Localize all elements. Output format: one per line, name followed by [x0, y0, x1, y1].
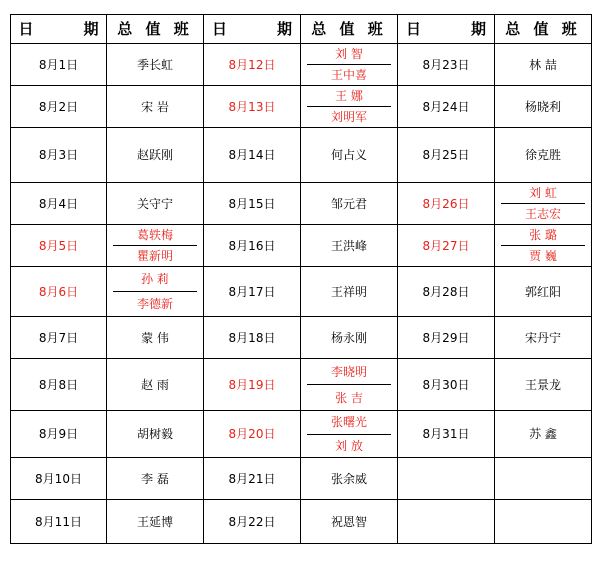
- duty-cell: [301, 128, 398, 183]
- duty-roster-table: [10, 14, 592, 544]
- date-cell: 8月28日: [398, 267, 495, 317]
- duty-cell: [107, 267, 204, 317]
- date-cell: 8月6日: [11, 267, 107, 317]
- duty-name: 瞿新明: [136, 249, 173, 263]
- date-cell: 8月2日: [11, 86, 107, 128]
- duty-name: 郭红阳: [524, 284, 561, 299]
- duty-cell: [301, 183, 398, 225]
- duty-cell: [107, 359, 204, 411]
- date-cell: 8月19日: [204, 359, 301, 411]
- duty-name: 张余威: [330, 471, 367, 486]
- duty-cell: [301, 317, 398, 359]
- date-cell: [398, 458, 495, 500]
- duty-cell: [495, 44, 592, 86]
- date-cell: 8月24日: [398, 86, 495, 128]
- duty-name: 李 磊: [141, 471, 169, 486]
- date-cell: 8月21日: [204, 458, 301, 500]
- date-cell: 8月30日: [398, 359, 495, 411]
- duty-name: 贾 巍: [529, 249, 557, 263]
- table-row: [11, 359, 592, 411]
- date-cell: 8月15日: [204, 183, 301, 225]
- date-cell: [398, 500, 495, 544]
- duty-cell: [107, 128, 204, 183]
- duty-name: 胡树毅: [136, 427, 173, 441]
- duty-cell: [301, 267, 398, 317]
- duty-cell: [495, 359, 592, 411]
- date-cell: 8月9日: [11, 411, 107, 458]
- duty-cell: [301, 225, 398, 267]
- duty-name: 赵跃刚: [136, 148, 173, 162]
- duty-cell: [495, 500, 592, 544]
- date-cell: 8月7日: [11, 317, 107, 359]
- date-cell: 8月8日: [11, 359, 107, 411]
- duty-cell: [107, 458, 204, 500]
- date-cell: 8月29日: [398, 317, 495, 359]
- date-cell: 8月14日: [204, 128, 301, 183]
- duty-cell: [301, 44, 398, 86]
- duty-name: 王 娜: [307, 86, 391, 107]
- date-cell: 8月5日: [11, 225, 107, 267]
- duty-name: 季长虹: [136, 57, 173, 72]
- duty-name: 王景龙: [524, 377, 561, 392]
- duty-name: 关守宁: [136, 196, 173, 211]
- date-cell: 8月10日: [11, 458, 107, 500]
- duty-name: 蒙 伟: [141, 330, 169, 345]
- duty-name: 徐克胜: [524, 148, 561, 162]
- duty-name: 宋丹宁: [524, 330, 561, 345]
- duty-name: 杨晓利: [524, 99, 561, 114]
- duty-name: 孙 莉: [113, 267, 197, 292]
- date-cell: 8月23日: [398, 44, 495, 86]
- date-cell: 8月31日: [398, 411, 495, 458]
- duty-name: 张 吉: [335, 390, 363, 405]
- header-row: [11, 15, 592, 44]
- duty-cell: [495, 317, 592, 359]
- table-row: [11, 458, 592, 500]
- duty-name: 杨永刚: [330, 330, 367, 345]
- duty-cell: [301, 411, 398, 458]
- duty-name: 张曙光: [307, 411, 391, 435]
- date-cell: 8月26日: [398, 183, 495, 225]
- duty-name: 邹元君: [330, 196, 367, 211]
- duty-name: 刘 虹: [501, 183, 585, 204]
- date-cell: 8月4日: [11, 183, 107, 225]
- duty-cell: [301, 359, 398, 411]
- table-row: [11, 86, 592, 128]
- date-cell: 8月16日: [204, 225, 301, 267]
- duty-name: 葛轶梅: [113, 225, 197, 246]
- duty-name: 李德新: [136, 297, 173, 311]
- date-cell: 8月25日: [398, 128, 495, 183]
- date-cell: 8月13日: [204, 86, 301, 128]
- duty-name: 张 璐: [501, 225, 585, 246]
- duty-cell: [301, 458, 398, 500]
- table-row: [11, 183, 592, 225]
- duty-cell: [107, 86, 204, 128]
- date-header-1: 日 期: [11, 15, 107, 44]
- date-cell: 8月11日: [11, 500, 107, 544]
- duty-header-1: 总 值 班: [107, 15, 204, 44]
- date-header-3: 日 期: [398, 15, 495, 44]
- table-row: [11, 317, 592, 359]
- duty-cell: [107, 183, 204, 225]
- duty-cell: [495, 128, 592, 183]
- table-row: [11, 44, 592, 86]
- duty-name: 赵 雨: [141, 377, 169, 392]
- date-cell: 8月27日: [398, 225, 495, 267]
- duty-name: 刘明军: [330, 110, 367, 124]
- duty-cell: [107, 225, 204, 267]
- duty-cell: [107, 411, 204, 458]
- duty-cell: [107, 44, 204, 86]
- duty-cell: [107, 317, 204, 359]
- duty-name: 苏 鑫: [529, 427, 557, 441]
- date-cell: 8月3日: [11, 128, 107, 183]
- duty-cell: [495, 411, 592, 458]
- duty-name: 宋 岩: [141, 99, 169, 114]
- duty-name: 祝恩智: [330, 514, 367, 529]
- duty-cell: [495, 225, 592, 267]
- table-row: [11, 128, 592, 183]
- date-cell: 8月20日: [204, 411, 301, 458]
- duty-name: 何占义: [330, 148, 367, 162]
- duty-name: 刘 智: [307, 44, 391, 65]
- duty-name: 李晓明: [307, 359, 391, 385]
- duty-name: 王洪峰: [330, 238, 367, 253]
- table-row: [11, 225, 592, 267]
- duty-cell: [495, 183, 592, 225]
- table-row: [11, 411, 592, 458]
- date-cell: 8月1日: [11, 44, 107, 86]
- table-row: [11, 267, 592, 317]
- duty-header-2: 总 值 班: [301, 15, 398, 44]
- duty-name: 王中喜: [330, 68, 367, 82]
- table-row: [11, 500, 592, 544]
- duty-name: 王祥明: [330, 284, 367, 299]
- duty-header-3: 总 值 班: [495, 15, 592, 44]
- duty-name: 林 喆: [529, 57, 557, 72]
- duty-cell: [495, 267, 592, 317]
- date-cell: 8月17日: [204, 267, 301, 317]
- duty-cell: [495, 458, 592, 500]
- duty-name: 刘 放: [335, 438, 363, 453]
- duty-cell: [107, 500, 204, 544]
- date-cell: 8月18日: [204, 317, 301, 359]
- duty-name: 王延博: [136, 514, 173, 529]
- date-cell: 8月22日: [204, 500, 301, 544]
- duty-name: 王志宏: [524, 207, 561, 221]
- duty-cell: [301, 86, 398, 128]
- duty-cell: [301, 500, 398, 544]
- date-cell: 8月12日: [204, 44, 301, 86]
- date-header-2: 日 期: [204, 15, 301, 44]
- duty-cell: [495, 86, 592, 128]
